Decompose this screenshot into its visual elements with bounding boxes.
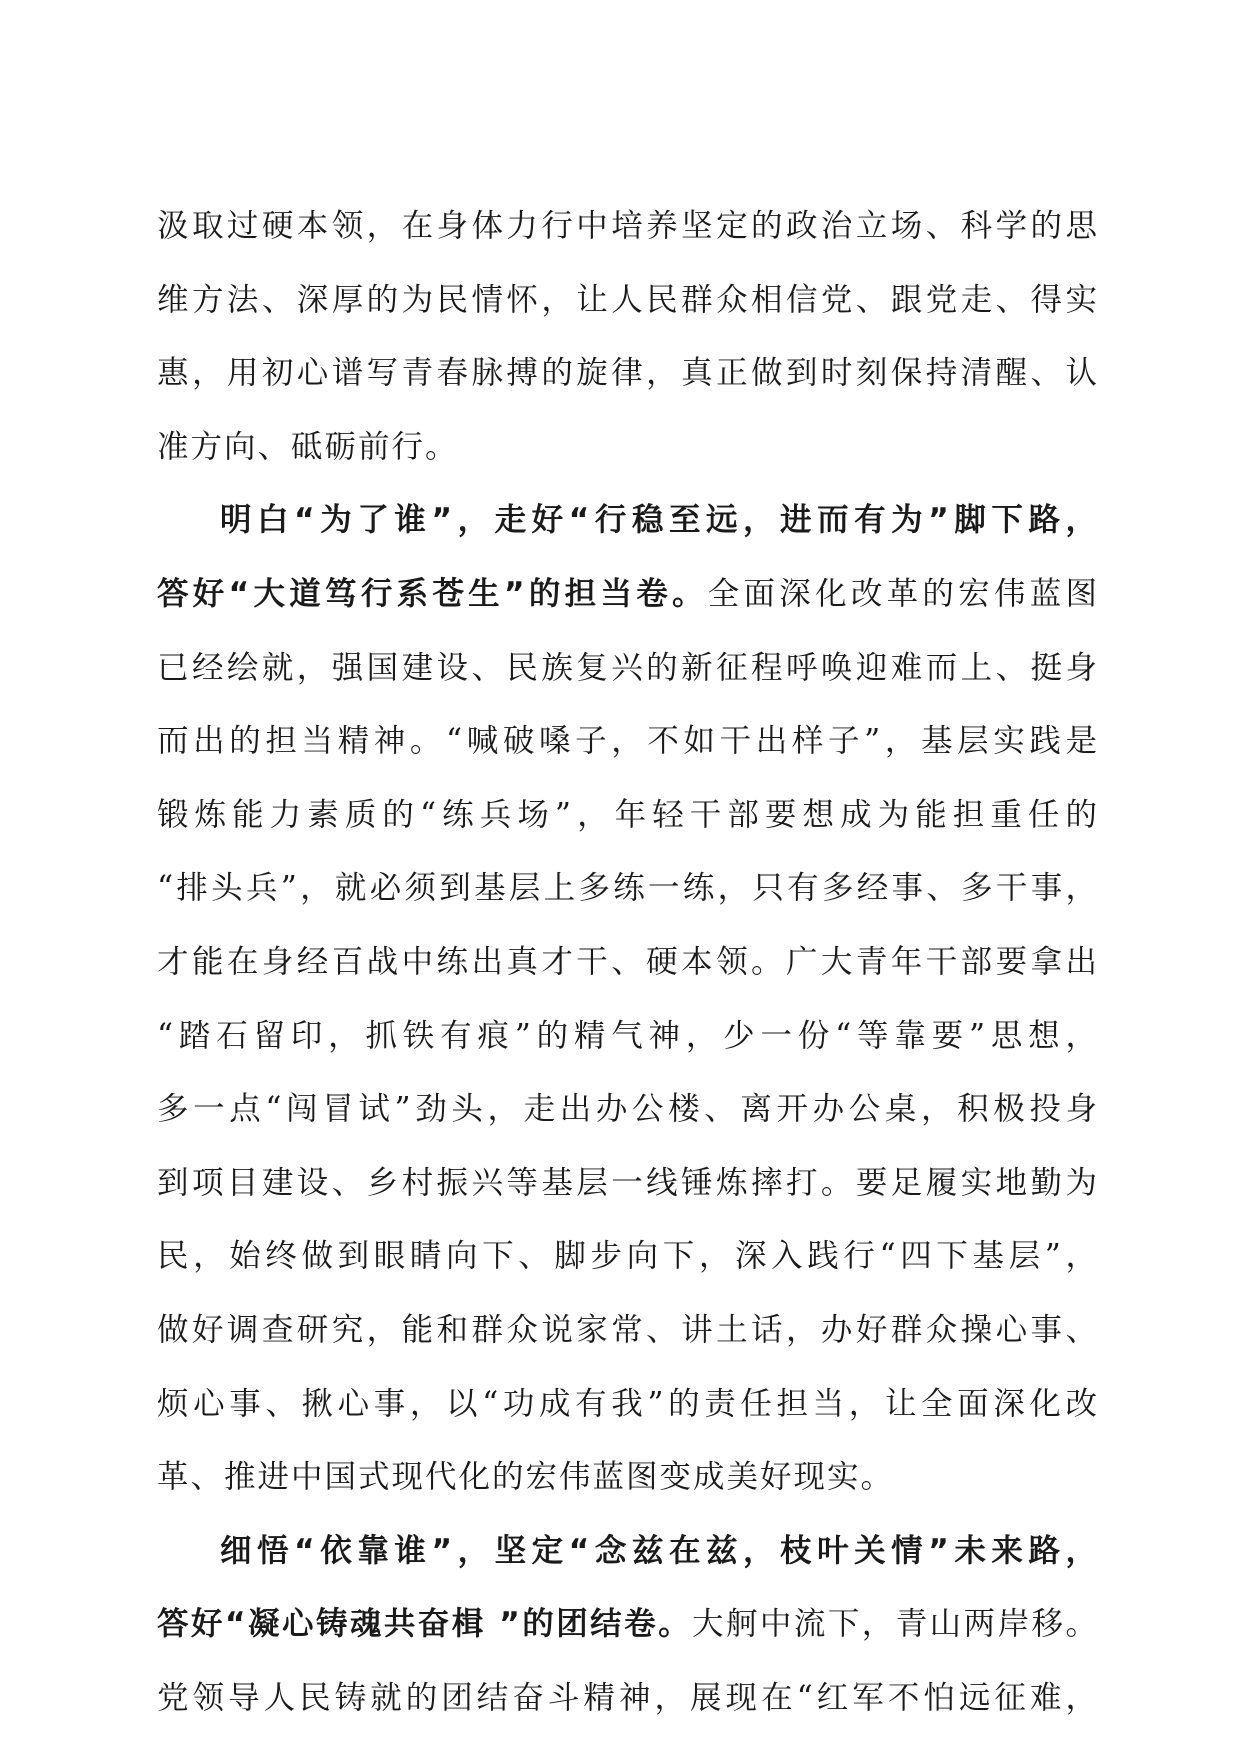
text-line <box>157 1588 1097 1662</box>
text-line: 汲取过硬本领，在身体力行中培养坚定的政治立场、科学的思 <box>157 208 1097 244</box>
text-line: 而出的担当精神。“喊破嗓子，不如干出样子”，基层实践是 <box>157 723 1097 760</box>
text-line: 才能在身经百战中练出真才干、硬本领。广大青年干部要拿出 <box>157 943 1097 980</box>
section-heading-text: 明白“为了谁”，走好“行稳至远，进而有为”脚下路， <box>220 502 1097 539</box>
text-line: 惠，用初心谱写青春脉搏的旋律，真正做到时刻保持清醒、认 <box>157 355 1097 392</box>
section-heading-line <box>157 484 1097 558</box>
text-line: 党领导人民铸就的团结奋斗精神，展现在“红军不怕远征难， <box>157 1679 1097 1716</box>
text-line: “踏石留印，抓铁有痕”的精气神，少一份“等靠要”思想， <box>157 1017 1097 1054</box>
text-line: 烦心事、揪心事，以“功成有我”的责任担当，让全面深化改 <box>157 1385 1097 1422</box>
text-line: 民，始终做到眼睛向下、脚步向下，深入践行“四下基层”， <box>157 1238 1097 1275</box>
text-line: 到项目建设、乡村振兴等基层一线锤炼摔打。要足履实地勤为 <box>157 1164 1097 1201</box>
text-line: 革、推进中国式现代化的宏伟蓝图变成美好现实。 <box>157 1459 895 1496</box>
text-line <box>157 558 1097 632</box>
body-text: 大舸中流下，青山两岸移。 <box>692 1606 1097 1643</box>
text-line: 维方法、深厚的为民情怀，让人民群众相信党、跟党走、得实 <box>157 281 1097 318</box>
text-line: 已经绘就，强国建设、民族复兴的新征程呼唤迎难而上、挺身 <box>157 649 1097 686</box>
section-heading-text: 答好“大道笃行系苍生”的担当卷。 <box>157 575 708 612</box>
text-line: 做好调查研究，能和群众说家常、讲土话，办好群众操心事、 <box>157 1311 1097 1348</box>
section-heading-line <box>157 1515 1097 1589</box>
body-text: 全面深化改革的宏伟蓝图 <box>707 575 1097 612</box>
document-body <box>157 190 1097 1735</box>
section-heading-text: 答好“凝心铸魂共奋楫 ”的团结卷。 <box>157 1606 693 1643</box>
text-line: 准方向、砥砺前行。 <box>157 428 459 465</box>
text-line: “排头兵”，就必须到基层上多练一练，只有多经事、多干事， <box>157 870 1097 907</box>
section-heading-text: 细悟“依靠谁”，坚定“念兹在兹，枝叶关情”未来路， <box>220 1532 1097 1569</box>
text-line: 锻炼能力素质的“练兵场”，年轻干部要想成为能担重任的 <box>157 796 1097 833</box>
text-line: 多一点“闯冒试”劲头，走出办公楼、离开办公桌，积极投身 <box>157 1091 1097 1128</box>
